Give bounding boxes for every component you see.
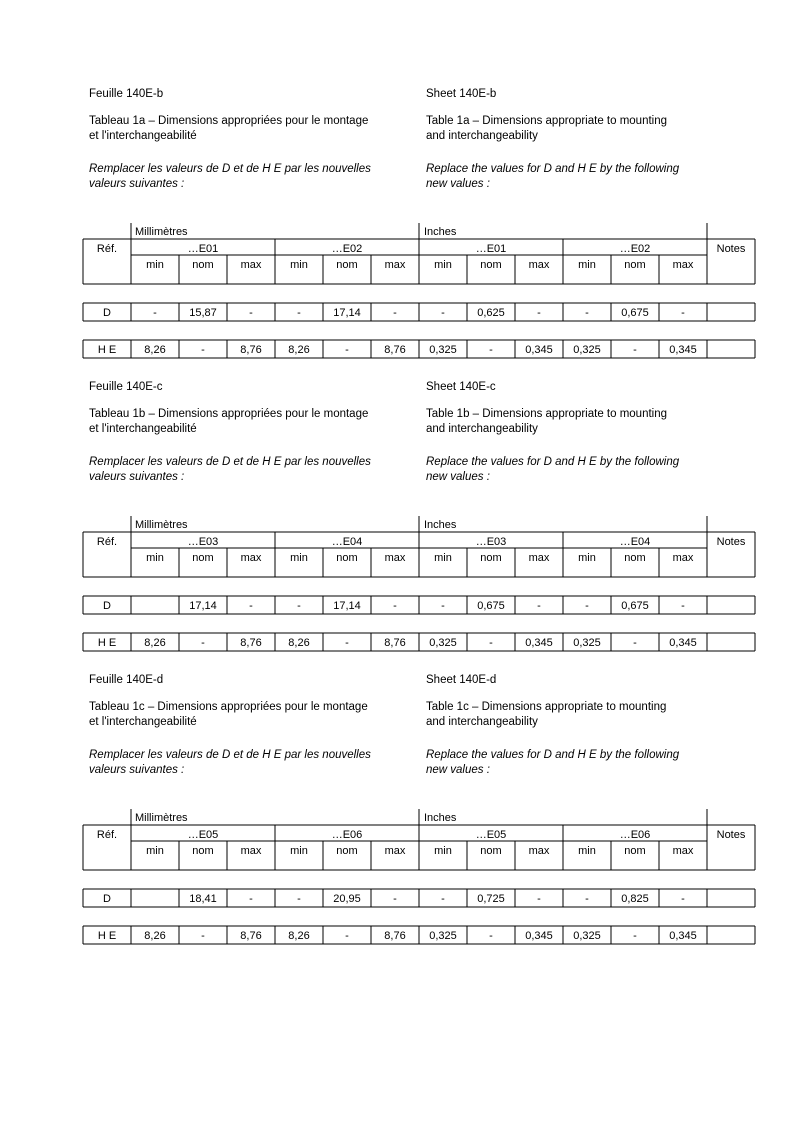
- sheet-label-fr: Feuille 140E-b: [89, 88, 164, 100]
- unit-label-inches: Inches: [424, 519, 457, 531]
- column-header-min: min: [578, 845, 596, 857]
- table-cell-value: 0,345: [525, 637, 553, 649]
- table-cell-value: 8,76: [384, 930, 406, 942]
- column-header-max: max: [528, 259, 550, 271]
- column-header-max: max: [240, 845, 262, 857]
- replace-note-en: Replace the values for D and H E by the following new values :: [426, 163, 680, 190]
- table-cell-value: -: [585, 307, 589, 319]
- replace-note-fr: Remplacer les valeurs de D et de H E par les nouvelles valeurs suivantes :: [89, 163, 371, 190]
- table-cell-value: 15,87: [189, 307, 217, 319]
- sheet-label-en: Sheet 140E-d: [426, 674, 497, 686]
- column-header-max: max: [528, 552, 550, 564]
- sheet-section-140e-c: [0, 380, 793, 660]
- row-ref-label: D: [103, 893, 111, 905]
- table-cell-value: -: [393, 600, 397, 612]
- column-header-nom: nom: [336, 845, 358, 857]
- group-header-variant: …E05: [187, 829, 219, 841]
- column-header-min: min: [290, 259, 308, 271]
- table-cell-value: 8,76: [240, 344, 262, 356]
- table-cell-value: -: [297, 307, 301, 319]
- replace-note-en: Replace the values for D and H E by the following new values :: [426, 456, 680, 483]
- table-title-fr: Tableau 1a – Dimensions appropriées pour le montage et l'interchangeabilité: [89, 115, 369, 142]
- table-cell-value: -: [201, 930, 205, 942]
- column-header-min: min: [578, 552, 596, 564]
- column-header-min: min: [146, 259, 164, 271]
- column-header-max: max: [240, 259, 262, 271]
- unit-label-millimetres: Millimètres: [135, 812, 188, 824]
- table-cell-value: -: [393, 893, 397, 905]
- table-cell-value: -: [537, 600, 541, 612]
- table-cell-value: 0,345: [669, 344, 697, 356]
- table-cell-value: -: [633, 344, 637, 356]
- table-cell-value: -: [489, 344, 493, 356]
- table-title-fr: Tableau 1c – Dimensions appropriées pour le montage et l'interchangeabilité: [89, 701, 368, 728]
- table-cell-value: -: [201, 344, 205, 356]
- row-ref-label: H E: [97, 637, 117, 649]
- column-header-ref: Réf.: [96, 829, 118, 841]
- table-cell-value: -: [585, 600, 589, 612]
- column-header-max: max: [384, 845, 406, 857]
- table-cell-value: -: [201, 637, 205, 649]
- table-cell-value: 0,325: [573, 930, 601, 942]
- table-cell-value: -: [633, 637, 637, 649]
- table-title-fr: Tableau 1b – Dimensions appropriées pour le montage et l'interchangeabilité: [89, 408, 369, 435]
- column-header-ref: Réf.: [96, 536, 118, 548]
- group-header-variant: …E04: [331, 536, 363, 548]
- table-cell-value: 8,26: [288, 637, 310, 649]
- group-header-variant: …E01: [475, 243, 507, 255]
- table-cell-value: 0,675: [621, 600, 649, 612]
- unit-label-millimetres: Millimètres: [135, 519, 188, 531]
- table-cell-value: -: [681, 893, 685, 905]
- column-header-notes: Notes: [716, 829, 746, 841]
- table-cell-value: -: [249, 600, 253, 612]
- column-header-notes: Notes: [716, 536, 746, 548]
- table-cell-value: 8,26: [144, 930, 166, 942]
- column-header-ref: Réf.: [96, 243, 118, 255]
- group-header-variant: …E06: [619, 829, 651, 841]
- table-cell-value: -: [249, 307, 253, 319]
- group-header-variant: …E02: [619, 243, 651, 255]
- row-ref-label: D: [103, 307, 111, 319]
- table-cell-value: -: [345, 344, 349, 356]
- table-cell-value: 0,345: [525, 344, 553, 356]
- table-cell-value: -: [633, 930, 637, 942]
- table-cell-value: -: [489, 930, 493, 942]
- table-cell-value: 20,95: [333, 893, 361, 905]
- row-ref-label: H E: [97, 344, 117, 356]
- column-header-max: max: [384, 259, 406, 271]
- table-cell-value: 8,76: [240, 637, 262, 649]
- column-header-nom: nom: [624, 845, 646, 857]
- table-title-en: Table 1a – Dimensions appropriate to mounting and interchangeability: [426, 115, 668, 142]
- table-cell-value: -: [537, 307, 541, 319]
- table-cell-value: 8,76: [240, 930, 262, 942]
- column-header-max: max: [384, 552, 406, 564]
- column-header-max: max: [672, 845, 694, 857]
- table-cell-value: 0,625: [477, 307, 505, 319]
- table-cell-value: 8,26: [144, 344, 166, 356]
- table-cell-value: 17,14: [189, 600, 217, 612]
- table-cell-value: 0,675: [477, 600, 505, 612]
- table-cell-value: -: [345, 930, 349, 942]
- column-header-min: min: [578, 259, 596, 271]
- column-header-nom: nom: [192, 552, 214, 564]
- replace-note-fr: Remplacer les valeurs de D et de H E par les nouvelles valeurs suivantes :: [89, 749, 371, 776]
- table-cell-value: 0,345: [669, 930, 697, 942]
- column-header-min: min: [290, 552, 308, 564]
- table-cell-value: -: [249, 893, 253, 905]
- table-cell-value: 17,14: [333, 307, 361, 319]
- table-cell-value: 0,325: [429, 637, 457, 649]
- sheet-label-en: Sheet 140E-c: [426, 381, 496, 393]
- sheet-label-fr: Feuille 140E-c: [89, 381, 163, 393]
- column-header-max: max: [672, 259, 694, 271]
- table-cell-value: 17,14: [333, 600, 361, 612]
- column-header-max: max: [240, 552, 262, 564]
- table-cell-value: -: [489, 637, 493, 649]
- unit-label-inches: Inches: [424, 812, 457, 824]
- column-header-nom: nom: [192, 845, 214, 857]
- column-header-min: min: [434, 552, 452, 564]
- table-cell-value: 8,76: [384, 637, 406, 649]
- table-cell-value: -: [345, 637, 349, 649]
- group-header-variant: …E03: [187, 536, 219, 548]
- table-cell-value: 8,26: [288, 930, 310, 942]
- table-title-en: Table 1b – Dimensions appropriate to mounting and interchangeability: [426, 408, 668, 435]
- row-ref-label: H E: [97, 930, 117, 942]
- column-header-nom: nom: [480, 259, 502, 271]
- column-header-max: max: [672, 552, 694, 564]
- table-cell-value: -: [441, 600, 445, 612]
- sheet-label-en: Sheet 140E-b: [426, 88, 497, 100]
- sheet-section-140e-b: [0, 87, 793, 367]
- table-cell-value: 0,325: [429, 930, 457, 942]
- column-header-notes: Notes: [716, 243, 746, 255]
- table-cell-value: -: [585, 893, 589, 905]
- group-header-variant: …E03: [475, 536, 507, 548]
- column-header-nom: nom: [480, 845, 502, 857]
- group-header-variant: …E02: [331, 243, 363, 255]
- group-header-variant: …E06: [331, 829, 363, 841]
- column-header-nom: nom: [336, 259, 358, 271]
- table-cell-value: -: [441, 307, 445, 319]
- table-cell-value: 0,325: [573, 637, 601, 649]
- group-header-variant: …E05: [475, 829, 507, 841]
- table-cell-value: 0,345: [669, 637, 697, 649]
- column-header-min: min: [146, 845, 164, 857]
- table-cell-value: -: [681, 307, 685, 319]
- column-header-min: min: [290, 845, 308, 857]
- table-cell-value: 0,675: [621, 307, 649, 319]
- column-header-min: min: [434, 259, 452, 271]
- column-header-min: min: [146, 552, 164, 564]
- table-cell-value: -: [153, 307, 157, 319]
- column-header-max: max: [528, 845, 550, 857]
- row-ref-label: D: [103, 600, 111, 612]
- column-header-nom: nom: [192, 259, 214, 271]
- sheet-label-fr: Feuille 140E-d: [89, 674, 164, 686]
- replace-note-fr: Remplacer les valeurs de D et de H E par les nouvelles valeurs suivantes :: [89, 456, 371, 483]
- group-header-variant: …E01: [187, 243, 219, 255]
- table-cell-value: 8,26: [144, 637, 166, 649]
- table-cell-value: -: [297, 893, 301, 905]
- table-cell-value: 18,41: [189, 893, 217, 905]
- table-cell-value: -: [393, 307, 397, 319]
- table-cell-value: 0,825: [621, 893, 649, 905]
- replace-note-en: Replace the values for D and H E by the following new values :: [426, 749, 680, 776]
- table-cell-value: 8,76: [384, 344, 406, 356]
- unit-label-inches: Inches: [424, 226, 457, 238]
- column-header-min: min: [434, 845, 452, 857]
- column-header-nom: nom: [336, 552, 358, 564]
- table-cell-value: 0,725: [477, 893, 505, 905]
- table-cell-value: -: [537, 893, 541, 905]
- table-cell-value: 8,26: [288, 344, 310, 356]
- sheet-section-140e-d: [0, 673, 793, 953]
- table-cell-value: 0,325: [573, 344, 601, 356]
- table-cell-value: 0,345: [525, 930, 553, 942]
- column-header-nom: nom: [624, 552, 646, 564]
- table-cell-value: 0,325: [429, 344, 457, 356]
- table-cell-value: -: [681, 600, 685, 612]
- group-header-variant: …E04: [619, 536, 651, 548]
- table-title-en: Table 1c – Dimensions appropriate to mounting and interchangeability: [426, 701, 667, 728]
- column-header-nom: nom: [480, 552, 502, 564]
- column-header-nom: nom: [624, 259, 646, 271]
- table-cell-value: -: [441, 893, 445, 905]
- unit-label-millimetres: Millimètres: [135, 226, 188, 238]
- table-cell-value: -: [297, 600, 301, 612]
